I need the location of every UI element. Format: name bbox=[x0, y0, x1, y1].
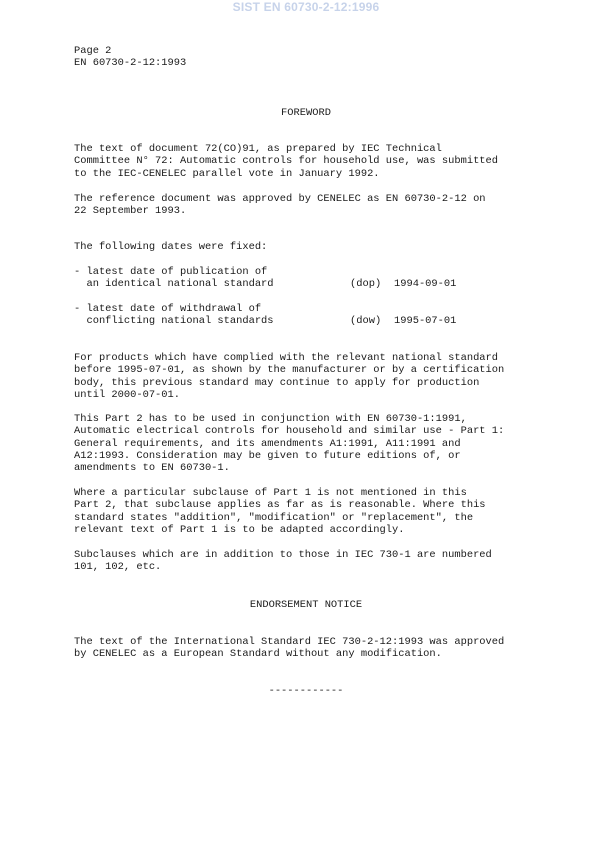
date-label: - latest date of publication of an identical national standard bbox=[74, 266, 274, 291]
date-code: (dow) bbox=[350, 315, 382, 328]
endorsement-title: ENDORSEMENT NOTICE bbox=[249, 599, 363, 611]
date-row-dop bbox=[74, 266, 544, 292]
date-value: 1994-09-01 bbox=[394, 278, 457, 291]
dates-intro: The following dates were fixed: bbox=[74, 241, 268, 253]
end-rule: ------------ bbox=[268, 685, 344, 697]
watermark: SIST EN 60730-2-12:1996 bbox=[232, 0, 380, 14]
foreword-paragraph-5: Where a particular subclause of Part 1 is not mentioned in this Part 2, that subclause applies as far as is reasonable. Where this standard states "addition", "modification" or "replacement", the relevant text of Part 1 is to be adapted accordingly. bbox=[74, 487, 486, 536]
standard-reference: EN 60730-2-12:1993 bbox=[74, 57, 187, 69]
foreword-title: FOREWORD bbox=[281, 107, 331, 119]
foreword-paragraph-4: This Part 2 has to be used in conjunction with EN 60730-1:1991, Automatic electrical controls for household and similar use - Part 1: General requirements, and its amendments A1:1991, A11:1991 and A12:1993. Consideration may be given to future editions of, or amendments to EN 60730-1. bbox=[74, 413, 505, 475]
foreword-paragraph-1: The text of document 72(CO)91, as prepared by IEC Technical Committee N° 72: Automatic controls for household use, was submitted to the IEC-CENELEC parallel vote in January 1992. bbox=[74, 143, 499, 180]
foreword-paragraph-3: For products which have complied with the relevant national standard before 1995-07-01, as shown by the manufacturer or by a certification body, this previous standard may continue to apply for production until 2000-07-01. bbox=[74, 352, 505, 401]
foreword-paragraph-2: The reference document was approved by CENELEC as EN 60730-2-12 on 22 September 1993. bbox=[74, 193, 486, 218]
endorsement-text: The text of the International Standard IEC 730-2-12:1993 was approved by CENELEC as a European Standard without any modification. bbox=[74, 636, 505, 661]
date-code: (dop) bbox=[350, 278, 382, 291]
date-row-dow bbox=[74, 303, 544, 329]
page-number: Page 2 bbox=[74, 45, 112, 57]
foreword-paragraph-6: Subclauses which are in addition to those in IEC 730-1 are numbered 101, 102, etc. bbox=[74, 549, 492, 574]
date-label: - latest date of withdrawal of conflicting national standards bbox=[74, 303, 274, 328]
date-value: 1995-07-01 bbox=[394, 315, 457, 328]
